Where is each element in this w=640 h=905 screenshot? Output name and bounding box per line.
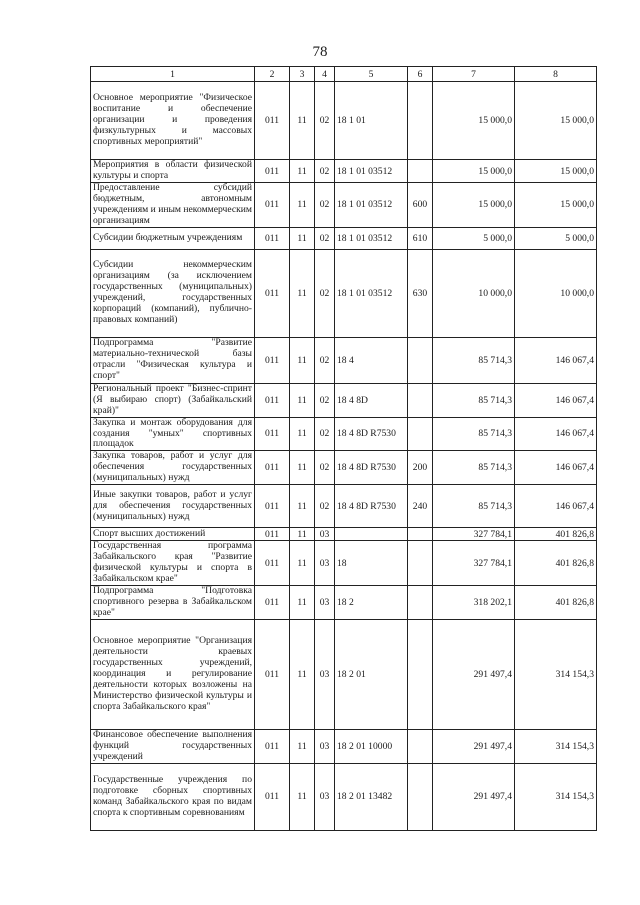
amount-col7-cell: 15 000,0 xyxy=(433,82,515,160)
amount-col7-cell: 85 714,3 xyxy=(433,451,515,485)
section-cell: 11 xyxy=(290,183,315,228)
budget-code-cell: 011 xyxy=(255,417,290,451)
target-article-cell: 18 4 xyxy=(335,337,408,383)
section-cell: 11 xyxy=(290,82,315,160)
target-article-cell: 18 4 8D xyxy=(335,383,408,417)
target-article-cell: 18 2 01 13482 xyxy=(335,763,408,830)
target-article-cell: 18 2 xyxy=(335,585,408,619)
amount-col8-cell: 401 826,8 xyxy=(515,541,597,586)
budget-table xyxy=(90,66,597,831)
expense-type-cell xyxy=(408,763,433,830)
row-name-cell: Региональный проект "Бизнес-спринт (Я выбираю спорт) (Забайкальский край)" xyxy=(91,383,255,417)
column-header: 5 xyxy=(335,67,408,82)
amount-col7-cell: 318 202,1 xyxy=(433,585,515,619)
table-row xyxy=(91,160,597,183)
amount-col7-cell: 5 000,0 xyxy=(433,227,515,249)
budget-code-cell: 011 xyxy=(255,183,290,228)
amount-col7-cell: 10 000,0 xyxy=(433,249,515,337)
amount-col7-cell: 15 000,0 xyxy=(433,160,515,183)
column-header: 2 xyxy=(255,67,290,82)
amount-col8-cell: 15 000,0 xyxy=(515,183,597,228)
subsection-cell: 02 xyxy=(315,417,335,451)
target-article-cell: 18 1 01 03512 xyxy=(335,227,408,249)
table-row xyxy=(91,183,597,228)
column-header: 3 xyxy=(290,67,315,82)
column-header: 4 xyxy=(315,67,335,82)
subsection-cell: 03 xyxy=(315,729,335,763)
subsection-cell: 02 xyxy=(315,227,335,249)
table-row xyxy=(91,729,597,763)
row-name-cell: Спорт высших достижений xyxy=(91,528,255,541)
section-cell: 11 xyxy=(290,337,315,383)
row-name-cell: Закупка товаров, работ и услуг для обеспечения государственных (муниципальных) нужд xyxy=(91,451,255,485)
column-header: 1 xyxy=(91,67,255,82)
table-row xyxy=(91,541,597,586)
expense-type-cell xyxy=(408,541,433,586)
amount-col8-cell: 10 000,0 xyxy=(515,249,597,337)
amount-col8-cell: 314 154,3 xyxy=(515,729,597,763)
table-row xyxy=(91,528,597,541)
target-article-cell: 18 4 8D R7530 xyxy=(335,451,408,485)
section-cell: 11 xyxy=(290,763,315,830)
expense-type-cell: 600 xyxy=(408,183,433,228)
table-row xyxy=(91,82,597,160)
target-article-cell: 18 1 01 03512 xyxy=(335,249,408,337)
amount-col7-cell: 291 497,4 xyxy=(433,729,515,763)
target-article-cell: 18 2 01 10000 xyxy=(335,729,408,763)
column-header: 7 xyxy=(433,67,515,82)
budget-code-cell: 011 xyxy=(255,541,290,586)
budget-code-cell: 011 xyxy=(255,337,290,383)
target-article-cell: 18 xyxy=(335,541,408,586)
target-article-cell: 18 4 8D R7530 xyxy=(335,417,408,451)
column-header: 6 xyxy=(408,67,433,82)
amount-col8-cell: 146 067,4 xyxy=(515,417,597,451)
section-cell: 11 xyxy=(290,528,315,541)
expense-type-cell: 200 xyxy=(408,451,433,485)
expense-type-cell xyxy=(408,528,433,541)
row-name-cell: Мероприятия в области физической культуры и спорта xyxy=(91,160,255,183)
table-row xyxy=(91,485,597,528)
amount-col8-cell: 5 000,0 xyxy=(515,227,597,249)
table-row xyxy=(91,451,597,485)
row-name-cell: Закупка и монтаж оборудования для создания "умных" спортивных площадок xyxy=(91,417,255,451)
target-article-cell: 18 2 01 xyxy=(335,619,408,729)
expense-type-cell xyxy=(408,585,433,619)
expense-type-cell xyxy=(408,160,433,183)
amount-col8-cell: 146 067,4 xyxy=(515,485,597,528)
amount-col7-cell: 85 714,3 xyxy=(433,485,515,528)
table-header-row xyxy=(91,67,597,82)
amount-col7-cell: 85 714,3 xyxy=(433,383,515,417)
table-row xyxy=(91,337,597,383)
amount-col7-cell: 291 497,4 xyxy=(433,619,515,729)
amount-col8-cell: 401 826,8 xyxy=(515,585,597,619)
section-cell: 11 xyxy=(290,585,315,619)
expense-type-cell xyxy=(408,729,433,763)
expense-type-cell xyxy=(408,417,433,451)
amount-col8-cell: 146 067,4 xyxy=(515,383,597,417)
section-cell: 11 xyxy=(290,451,315,485)
subsection-cell: 02 xyxy=(315,383,335,417)
row-name-cell: Предоставление субсидий бюджетным, автономным учреждениям и иным некоммерческим организациям xyxy=(91,183,255,228)
amount-col8-cell: 15 000,0 xyxy=(515,160,597,183)
budget-code-cell: 011 xyxy=(255,383,290,417)
section-cell: 11 xyxy=(290,249,315,337)
row-name-cell: Субсидии некоммерческим организациям (за исключением государственных (муниципальных) учреждений, государственных корпораций (компаний), публично-правовых компаний) xyxy=(91,249,255,337)
subsection-cell: 03 xyxy=(315,528,335,541)
table-row xyxy=(91,619,597,729)
budget-code-cell: 011 xyxy=(255,528,290,541)
table-row xyxy=(91,383,597,417)
row-name-cell: Государственные учреждения по подготовке сборных спортивных команд Забайкальского края по видам спорта к спортивным соревнованиям xyxy=(91,763,255,830)
table-body xyxy=(91,82,597,831)
amount-col8-cell: 314 154,3 xyxy=(515,619,597,729)
amount-col8-cell: 146 067,4 xyxy=(515,337,597,383)
subsection-cell: 03 xyxy=(315,585,335,619)
budget-code-cell: 011 xyxy=(255,619,290,729)
subsection-cell: 02 xyxy=(315,485,335,528)
target-article-cell: 18 1 01 03512 xyxy=(335,183,408,228)
subsection-cell: 03 xyxy=(315,619,335,729)
column-header: 8 xyxy=(515,67,597,82)
amount-col7-cell: 327 784,1 xyxy=(433,541,515,586)
budget-code-cell: 011 xyxy=(255,763,290,830)
amount-col8-cell: 401 826,8 xyxy=(515,528,597,541)
amount-col8-cell: 314 154,3 xyxy=(515,763,597,830)
row-name-cell: Основное мероприятие "Физическое воспитание и обеспечение организации и проведения физкультурных и массовых спортивных мероприятий" xyxy=(91,82,255,160)
section-cell: 11 xyxy=(290,227,315,249)
target-article-cell: 18 1 01 03512 xyxy=(335,160,408,183)
subsection-cell: 02 xyxy=(315,249,335,337)
expense-type-cell: 610 xyxy=(408,227,433,249)
amount-col7-cell: 291 497,4 xyxy=(433,763,515,830)
budget-code-cell: 011 xyxy=(255,451,290,485)
table-row xyxy=(91,249,597,337)
target-article-cell xyxy=(335,528,408,541)
budget-code-cell: 011 xyxy=(255,82,290,160)
amount-col7-cell: 85 714,3 xyxy=(433,337,515,383)
table-row xyxy=(91,417,597,451)
amount-col7-cell: 327 784,1 xyxy=(433,528,515,541)
section-cell: 11 xyxy=(290,485,315,528)
row-name-cell: Государственная программа Забайкальского края "Развитие физической культуры и спорта в Забайкальском крае" xyxy=(91,541,255,586)
budget-code-cell: 011 xyxy=(255,227,290,249)
row-name-cell: Подпрограмма "Развитие материально-технической базы отрасли "Физическая культура и спорт" xyxy=(91,337,255,383)
amount-col7-cell: 85 714,3 xyxy=(433,417,515,451)
budget-code-cell: 011 xyxy=(255,729,290,763)
expense-type-cell xyxy=(408,337,433,383)
row-name-cell: Иные закупки товаров, работ и услуг для обеспечения государственных (муниципальных) нужд xyxy=(91,485,255,528)
budget-code-cell: 011 xyxy=(255,585,290,619)
row-name-cell: Субсидии бюджетным учреждениям xyxy=(91,227,255,249)
amount-col8-cell: 15 000,0 xyxy=(515,82,597,160)
subsection-cell: 02 xyxy=(315,160,335,183)
amount-col8-cell: 146 067,4 xyxy=(515,451,597,485)
row-name-cell: Подпрограмма "Подготовка спортивного резерва в Забайкальском крае" xyxy=(91,585,255,619)
expense-type-cell xyxy=(408,82,433,160)
subsection-cell: 03 xyxy=(315,763,335,830)
section-cell: 11 xyxy=(290,729,315,763)
expense-type-cell xyxy=(408,383,433,417)
section-cell: 11 xyxy=(290,417,315,451)
section-cell: 11 xyxy=(290,383,315,417)
target-article-cell: 18 1 01 xyxy=(335,82,408,160)
row-name-cell: Финансовое обеспечение выполнения функций государственных учреждений xyxy=(91,729,255,763)
subsection-cell: 02 xyxy=(315,451,335,485)
budget-code-cell: 011 xyxy=(255,485,290,528)
table-row xyxy=(91,227,597,249)
section-cell: 11 xyxy=(290,160,315,183)
subsection-cell: 03 xyxy=(315,541,335,586)
subsection-cell: 02 xyxy=(315,183,335,228)
page-number: 78 xyxy=(312,44,328,60)
table-row xyxy=(91,585,597,619)
expense-type-cell: 240 xyxy=(408,485,433,528)
row-name-cell: Основное мероприятие "Организация деятельности краевых государственных учреждений, координация и регулирование деятельности которых возложены на Министерство физической культуры и спорта Забайкальского края" xyxy=(91,619,255,729)
budget-code-cell: 011 xyxy=(255,160,290,183)
expense-type-cell xyxy=(408,619,433,729)
section-cell: 11 xyxy=(290,541,315,586)
expense-type-cell: 630 xyxy=(408,249,433,337)
budget-code-cell: 011 xyxy=(255,249,290,337)
amount-col7-cell: 15 000,0 xyxy=(433,183,515,228)
target-article-cell: 18 4 8D R7530 xyxy=(335,485,408,528)
section-cell: 11 xyxy=(290,619,315,729)
subsection-cell: 02 xyxy=(315,82,335,160)
subsection-cell: 02 xyxy=(315,337,335,383)
table-row xyxy=(91,763,597,830)
